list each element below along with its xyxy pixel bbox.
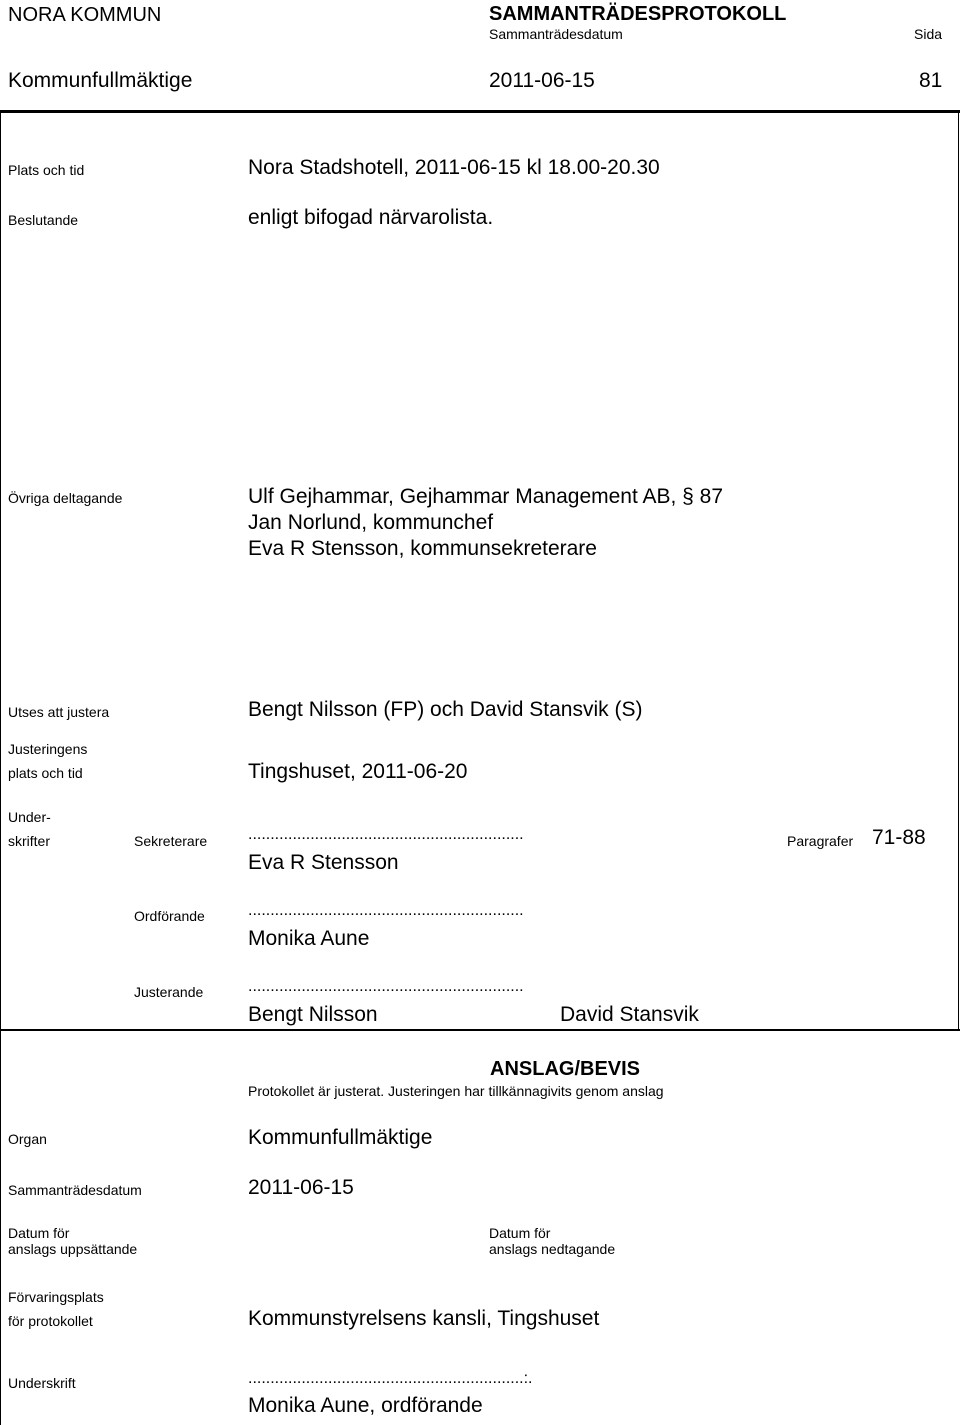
posted-label-1: Datum för xyxy=(8,1225,70,1241)
signature-label: Underskrift xyxy=(8,1375,76,1391)
secretary-signature-line: .............................................................. xyxy=(248,826,524,843)
signatures-label-2: skrifter xyxy=(8,833,50,849)
adjustment-place-label-1: Justeringens xyxy=(8,741,88,757)
organ-value: Kommunfullmäktige xyxy=(248,1126,433,1149)
secretary-label: Sekreterare xyxy=(134,833,208,849)
adjuster-signature-line: .............................................................. xyxy=(248,978,524,995)
adjusters-value: Bengt Nilsson (FP) och David Stansvik (S) xyxy=(248,698,643,721)
storage-label-2: för protokollet xyxy=(8,1313,93,1329)
adjuster-label: Justerande xyxy=(134,984,204,1000)
notice-date-label: Sammanträdesdatum xyxy=(8,1182,142,1198)
posted-label-2: anslags uppsättande xyxy=(8,1241,138,1257)
paragraphs-label: Paragrafer xyxy=(787,833,854,849)
signatures-label-1: Under- xyxy=(8,809,51,825)
storage-label-1: Förvaringsplats xyxy=(8,1289,104,1305)
place-label: Plats och tid xyxy=(8,162,85,178)
chair-name: Monika Aune xyxy=(248,927,370,950)
adjusters-label: Utses att justera xyxy=(8,704,110,720)
organ-label: Organ xyxy=(8,1131,47,1147)
others-line-2: Jan Norlund, kommunchef xyxy=(248,511,494,534)
upper-frame xyxy=(0,113,959,1030)
body-name: Kommunfullmäktige xyxy=(8,69,193,92)
meeting-date: 2011-06-15 xyxy=(489,69,595,92)
storage-value: Kommunstyrelsens kansli, Tingshuset xyxy=(248,1307,600,1330)
notice-date-value: 2011-06-15 xyxy=(248,1176,354,1199)
adjustment-place-value: Tingshuset, 2011-06-20 xyxy=(248,760,468,783)
organization-name: NORA KOMMUN xyxy=(8,4,162,26)
adjuster-name-1: Bengt Nilsson xyxy=(248,1003,378,1026)
date-column-label: Sammanträdesdatum xyxy=(489,26,623,42)
others-label: Övriga deltagande xyxy=(8,490,123,506)
removed-label-1: Datum för xyxy=(489,1225,551,1241)
page-column-label: Sida xyxy=(914,26,943,42)
document-title: SAMMANTRÄDESPROTOKOLL xyxy=(489,3,787,25)
chair-signature-line: .............................................................. xyxy=(248,902,524,919)
final-signature-name: Monika Aune, ordförande xyxy=(248,1394,483,1417)
adjuster-name-2: David Stansvik xyxy=(560,1003,699,1026)
deciding-label: Beslutande xyxy=(8,212,79,228)
paragraphs-value: 71-88 xyxy=(872,826,926,849)
chair-label: Ordförande xyxy=(134,908,205,924)
deciding-value: enligt bifogad närvarolista. xyxy=(248,206,494,229)
others-line-1: Ulf Gejhammar, Gejhammar Management AB, § 87 xyxy=(248,485,724,508)
page-number: 81 xyxy=(919,69,943,92)
adjustment-place-label-2: plats och tid xyxy=(8,765,83,781)
notice-text: Protokollet är justerat. Justeringen har tillkännagivits genom anslag xyxy=(248,1083,664,1099)
notice-title: ANSLAG/BEVIS xyxy=(490,1058,641,1080)
others-line-3: Eva R Stensson, kommunsekreterare xyxy=(248,537,597,560)
removed-label-2: anslags nedtagande xyxy=(489,1241,616,1257)
place-value: Nora Stadshotell, 2011-06-15 kl 18.00-20.30 xyxy=(248,156,660,179)
secretary-name: Eva R Stensson xyxy=(248,851,399,874)
final-signature-line: ..............................................................:. xyxy=(248,1370,533,1387)
